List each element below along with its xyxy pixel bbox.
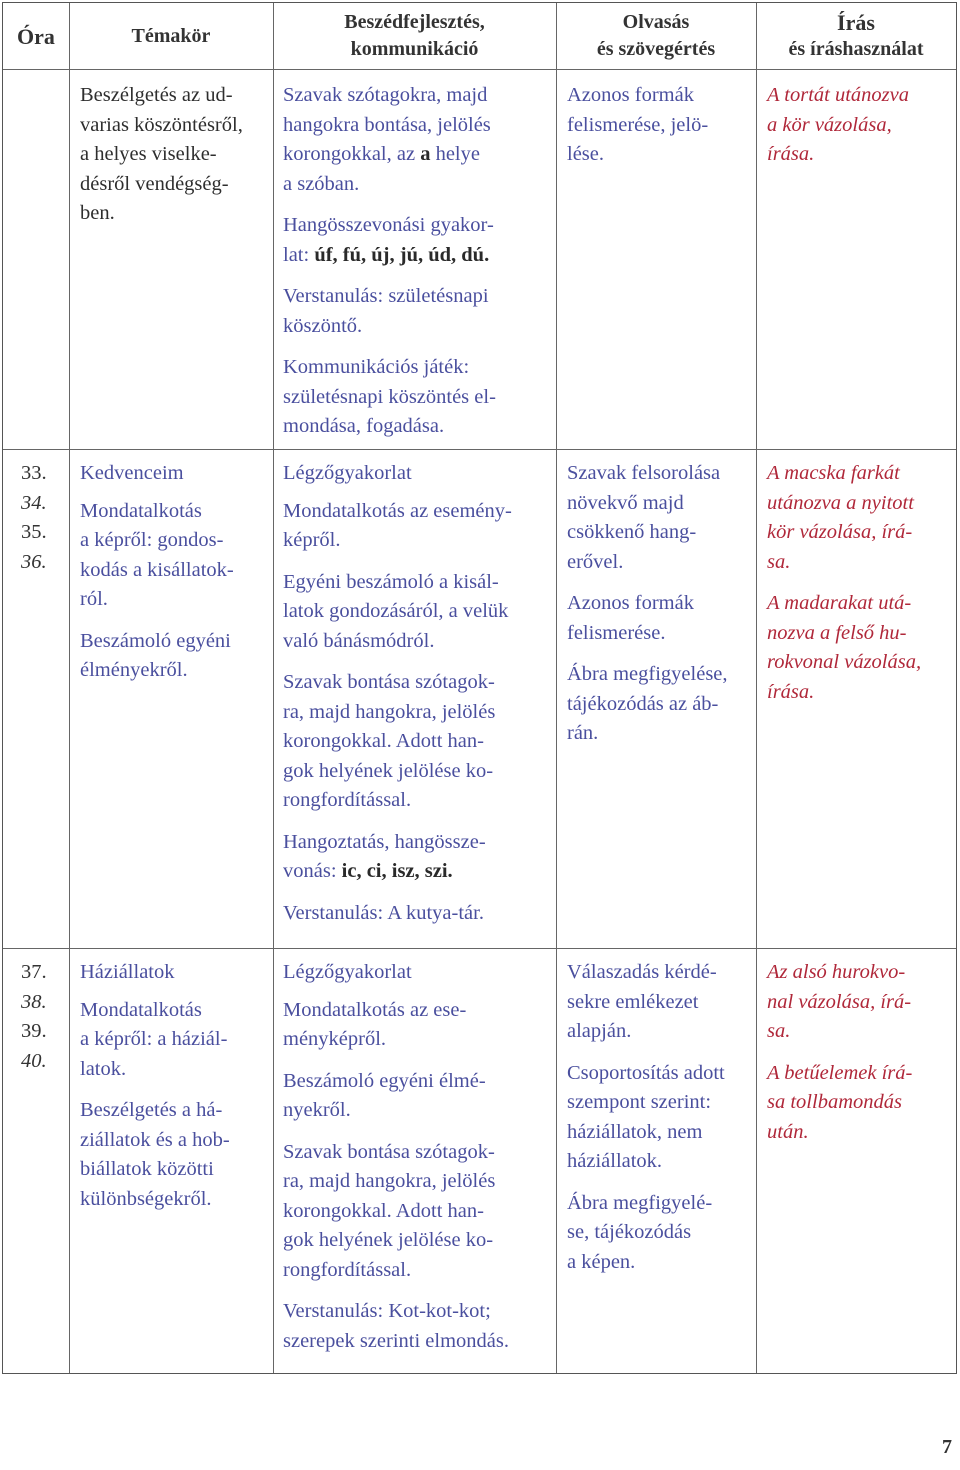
row2-olvas-p3: Ábra megfigyelése, tájékozódás az áb- rán. — [567, 663, 728, 744]
row3-iras — [767, 958, 953, 1147]
column-divider — [556, 3, 557, 1373]
row1-iras — [767, 81, 953, 170]
row1-beszed-p4: Kommunikációs játék: születésnapi köszöntés el- mondása, fogadása. — [283, 356, 496, 437]
header-beszed-line2: kommunikáció — [350, 38, 479, 60]
row3-iras-p2: A betűelemek írá- sa tollbamondás után. — [767, 1061, 913, 1143]
row1-beszed-p3: Verstanulás: születésnapi köszöntő. — [283, 285, 489, 337]
row2-temakor-title: Kedvenceim — [80, 462, 184, 484]
row2-ora-4: 36. — [21, 550, 47, 573]
row2-iras-p1: A macska farkát utánozva a nyitott kör vázolása, írá- sa. — [767, 462, 914, 573]
header-temakor — [69, 3, 273, 69]
row2-beszed-p5 — [283, 828, 553, 887]
row2-ora-1: 33. — [21, 462, 47, 484]
header-beszedfejlesztes — [273, 3, 556, 69]
row1-olvas-text: Azonos formák felismerése, jelö- lése. — [567, 84, 709, 165]
row2-iras — [767, 459, 953, 707]
row3-ora-1: 37. — [21, 961, 47, 983]
row2-olvas — [567, 459, 753, 749]
row3-olvas-p2: Csoportosítás adott szempont szerint: háziállatok, nem háziállatok. — [567, 1061, 725, 1172]
row1-beszed-p2a: Hangösszevonási gyakor- lat: — [283, 214, 494, 266]
row-divider — [3, 69, 956, 70]
header-iras-line1: Írás — [837, 10, 875, 35]
row2-temakor-p3: Beszámoló egyéni élményekről. — [80, 629, 231, 681]
header-iras — [756, 3, 956, 69]
header-olvasas — [556, 3, 756, 69]
row3-beszed — [283, 958, 553, 1356]
row1-beszed-p2 — [283, 211, 553, 270]
row1-temakor-text: Beszélgetés az ud- varias köszöntésről, a helyes viselke- désről vendégség- ben. — [80, 84, 243, 224]
header-ora-label: Óra — [17, 23, 55, 49]
row1-beszed-p1a: Szavak szótagokra, majd hangokra bontása, jelölés korongokkal, az — [283, 84, 491, 165]
row3-temakor-title: Háziállatok — [80, 961, 175, 983]
row2-temakor — [80, 459, 270, 686]
row2-beszed-p2: Mondatalkotás az esemény- képről. — [283, 499, 512, 551]
row2-beszed-p6: Verstanulás: A kutya-tár. — [283, 901, 484, 924]
row1-beszed — [283, 81, 553, 442]
header-olvas-line1: Olvasás — [622, 11, 690, 33]
row3-temakor-p2: Mondatalkotás a képről: a háziál- latok. — [80, 998, 228, 1080]
row3-beszed-p5: Verstanulás: Kot-kot-kot; szerepek szerinti elmondás. — [283, 1300, 509, 1352]
row-divider — [3, 449, 956, 450]
row2-olvas-p2: Azonos formák felismerése. — [567, 592, 694, 644]
header-olvas-line2: és szövegértés — [596, 38, 716, 60]
row2-beszed-p4: Szavak bontása szótagok- ra, majd hangokra, jelölés korongokkal. Adott han- gok helyének jelölése ko- rongfordítással. — [283, 671, 496, 811]
row3-olvas-p3: Ábra megfigyelé- se, tájékozódás a képen. — [567, 1191, 713, 1273]
row3-beszed-p4: Szavak bontása szótagok- ra, majd hangokra, jelölés korongokkal. Adott han- gok helyének jelölése ko- rongfordítással. — [283, 1140, 496, 1281]
column-divider — [273, 3, 274, 1373]
row-divider — [3, 948, 956, 949]
column-divider — [756, 3, 757, 1373]
row2-olvas-p1: Szavak felsorolása növekvő majd csökkenő hang- erővel. — [567, 462, 721, 573]
row3-beszed-p2: Mondatalkotás az ese- ményképről. — [283, 998, 467, 1050]
header-iras-line2: és íráshasználat — [788, 38, 924, 60]
row1-temakor — [80, 81, 270, 229]
row3-beszed-p3: Beszámoló egyéni élmé- nyekről. — [283, 1069, 486, 1121]
row3-ora-4: 40. — [21, 1049, 47, 1072]
row3-ora-3: 39. — [21, 1020, 47, 1042]
row3-iras-p1: Az alsó hurokvo- nal vázolása, írá- sa. — [767, 961, 912, 1042]
row3-olvas — [567, 958, 753, 1277]
row1-beszed-p2-bold: úf, fú, új, jú, úd, dú. — [314, 243, 490, 266]
row2-ora — [21, 459, 67, 577]
curriculum-table — [2, 2, 957, 1374]
page-number: 7 — [942, 1436, 952, 1458]
header-ora — [3, 3, 69, 69]
row3-olvas-p1: Válaszadás kérdé- sekre emlékezet alapján. — [567, 961, 717, 1042]
header-temakor-label: Témakör — [131, 24, 211, 47]
row2-ora-3: 35. — [21, 521, 47, 543]
row2-temakor-p2: Mondatalkotás a képről: gondos- kodás a kisállatok- ról. — [80, 499, 234, 610]
header-beszed-line1: Beszédfejlesztés, — [344, 11, 485, 33]
row1-beszed-p1b: helye a szóban. — [283, 143, 480, 195]
column-divider — [69, 3, 70, 1373]
row3-ora-2: 38. — [21, 990, 47, 1013]
row1-iras-text: A tortát utánozva a kör vázolása, írása. — [767, 84, 909, 165]
row3-temakor — [80, 958, 270, 1214]
row2-beszed-p1: Légzőgyakorlat — [283, 462, 412, 484]
row2-ora-2: 34. — [21, 491, 47, 514]
row1-beszed-p1 — [283, 81, 553, 199]
row2-beszed — [283, 459, 553, 928]
row2-beszed-p3: Egyéni beszámoló a kisál- latok gondozásáról, a velük való bánásmódról. — [283, 570, 509, 652]
row3-ora — [21, 958, 67, 1076]
row2-beszed-p5a: Hangoztatás, hangössze- vonás: — [283, 830, 486, 882]
row1-olvas — [567, 81, 753, 170]
row3-temakor-p3: Beszélgetés a há- ziállatok és a hob- biállatok közötti különbségekről. — [80, 1099, 230, 1210]
row3-beszed-p1: Légzőgyakorlat — [283, 961, 412, 983]
row2-iras-p2: A madarakat utá- nozva a felső hu- rokvonal vázolása, írása. — [767, 592, 922, 703]
row2-beszed-p5-bold: ic, ci, isz, szi. — [341, 860, 453, 882]
row1-beszed-p1-bold: a — [420, 143, 431, 165]
